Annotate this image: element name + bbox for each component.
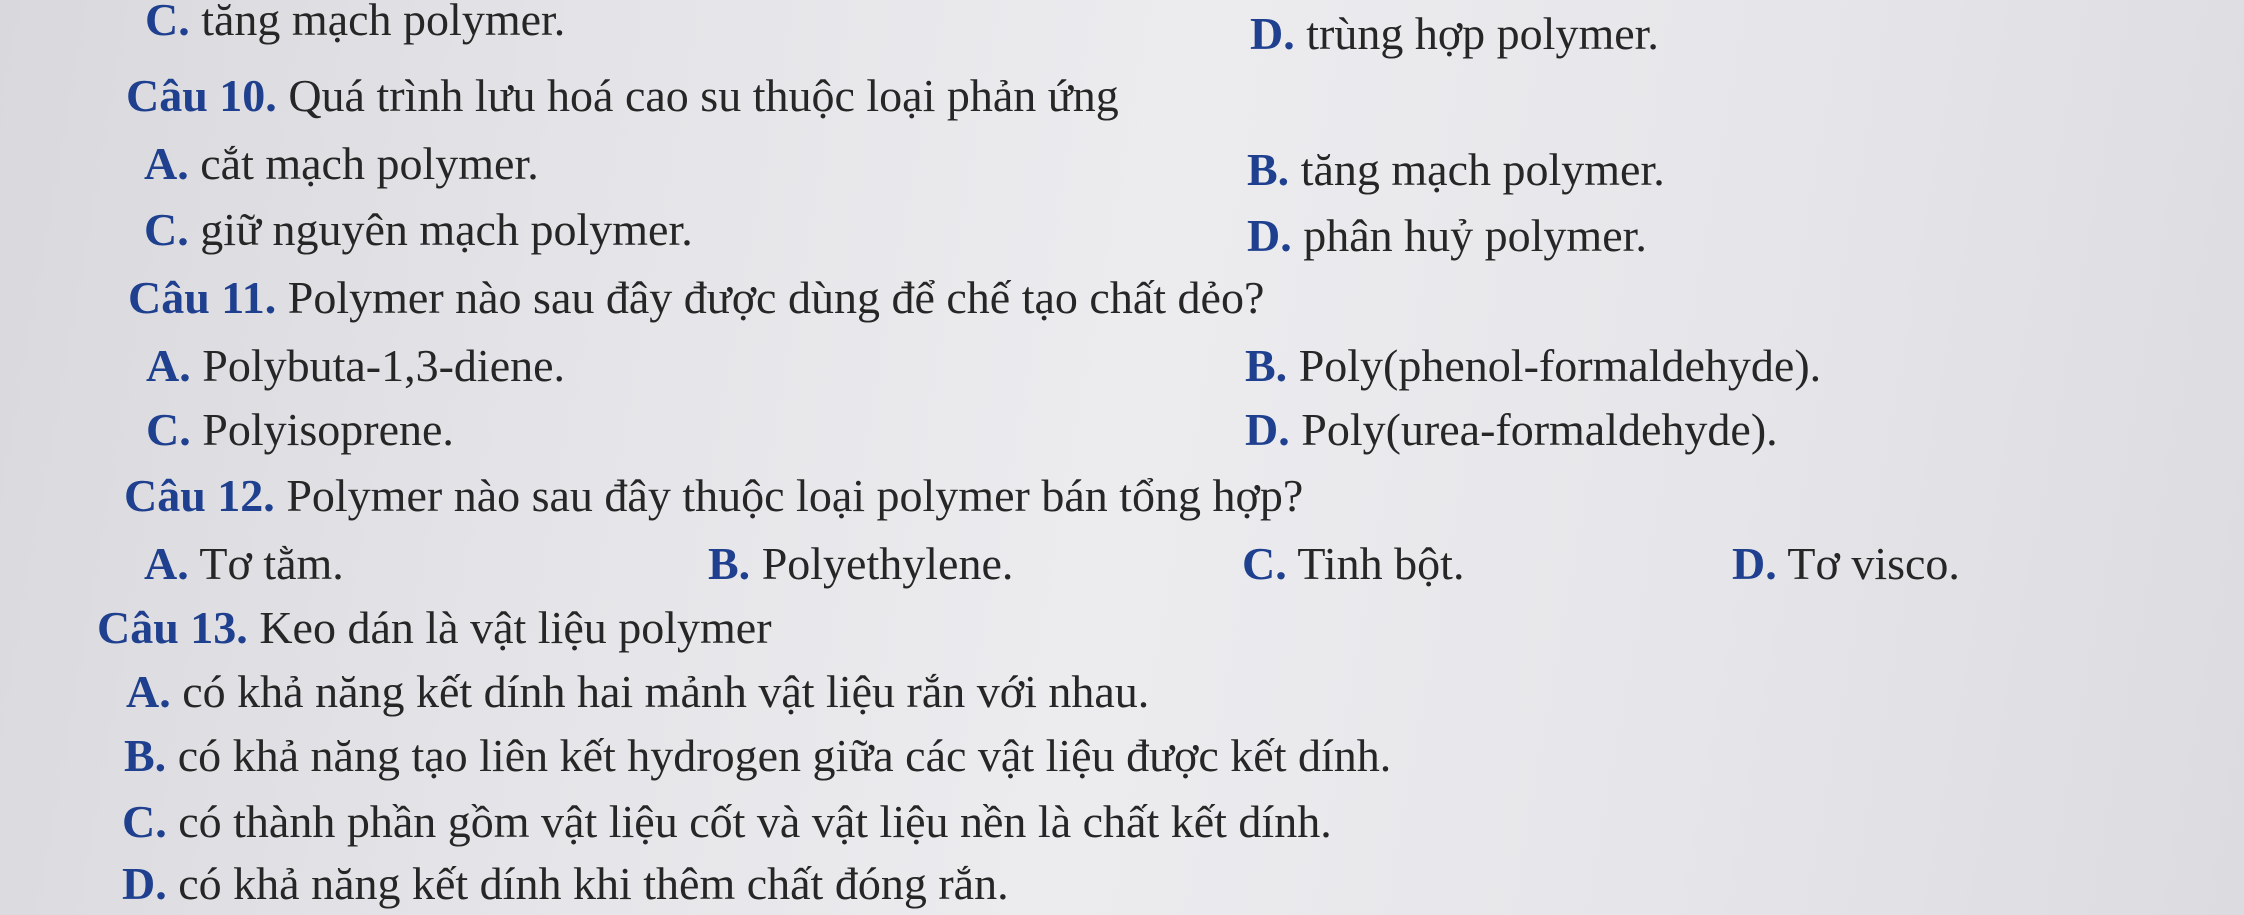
q10-option-a xyxy=(144,138,539,190)
option-letter: D. xyxy=(1247,210,1292,261)
option-text: cắt mạch polymer. xyxy=(200,138,539,189)
option-letter: B. xyxy=(708,538,751,589)
option-letter: B. xyxy=(1245,340,1288,391)
option-text: có khả năng kết dính khi thêm chất đóng rắn. xyxy=(178,858,1009,909)
option-text: phân huỷ polymer. xyxy=(1303,210,1647,261)
question-label: Câu 13. xyxy=(97,602,248,653)
q12-option-d xyxy=(1732,538,1960,590)
prev-option-d xyxy=(1250,8,1659,60)
option-letter: B. xyxy=(1247,144,1290,195)
question-13-stem xyxy=(97,602,772,654)
q11-option-a xyxy=(146,340,565,392)
prev-option-c xyxy=(145,0,565,46)
q10-option-c xyxy=(144,204,693,256)
q13-option-a xyxy=(126,666,1149,718)
q11-option-b xyxy=(1245,340,1821,392)
question-12-stem xyxy=(124,470,1303,522)
question-label: Câu 11. xyxy=(128,272,277,323)
option-text: tăng mạch polymer. xyxy=(201,0,566,45)
option-letter: A. xyxy=(144,138,189,189)
option-letter: C. xyxy=(1242,538,1287,589)
q12-option-a xyxy=(144,538,344,590)
q11-option-c xyxy=(146,404,454,456)
option-letter: C. xyxy=(146,404,191,455)
option-text: tăng mạch polymer. xyxy=(1300,144,1665,195)
option-letter: A. xyxy=(126,666,171,717)
option-letter: A. xyxy=(144,538,189,589)
question-stem: Keo dán là vật liệu polymer xyxy=(259,602,772,653)
question-label: Câu 10. xyxy=(126,70,277,121)
question-label: Câu 12. xyxy=(124,470,275,521)
option-letter: B. xyxy=(124,730,167,781)
option-text: Polybuta-1,3-diene. xyxy=(202,340,566,391)
option-text: Poly(phenol-formaldehyde). xyxy=(1298,340,1822,391)
option-letter: D. xyxy=(1250,8,1295,59)
q12-option-b xyxy=(708,538,1013,590)
option-text: có thành phần gồm vật liệu cốt và vật liệu nền là chất kết dính. xyxy=(178,796,1332,847)
question-stem: Quá trình lưu hoá cao su thuộc loại phản ứng xyxy=(288,70,1119,121)
question-11-stem xyxy=(128,272,1264,324)
q13-option-b xyxy=(124,730,1391,782)
q10-option-d xyxy=(1247,210,1647,262)
option-text: Poly(urea-formaldehyde). xyxy=(1301,404,1778,455)
option-text: Tơ tằm. xyxy=(199,538,344,589)
option-text: Tơ visco. xyxy=(1787,538,1960,589)
q11-option-d xyxy=(1245,404,1778,456)
q10-option-b xyxy=(1247,144,1665,196)
option-text: trùng hợp polymer. xyxy=(1306,8,1659,59)
option-letter: D. xyxy=(1732,538,1777,589)
option-text: Polyisoprene. xyxy=(202,404,454,455)
option-text: Polyethylene. xyxy=(761,538,1014,589)
option-text: Tinh bột. xyxy=(1297,538,1465,589)
option-letter: C. xyxy=(144,204,189,255)
q13-option-d xyxy=(122,858,1009,910)
option-letter: C. xyxy=(145,0,190,45)
option-text: giữ nguyên mạch polymer. xyxy=(200,204,693,255)
question-10-stem xyxy=(126,70,1119,122)
question-stem: Polymer nào sau đây thuộc loại polymer bán tổng hợp? xyxy=(286,470,1304,521)
q13-option-c xyxy=(122,796,1332,848)
option-letter: A. xyxy=(146,340,191,391)
q12-option-c xyxy=(1242,538,1464,590)
option-letter: D. xyxy=(122,858,167,909)
option-letter: C. xyxy=(122,796,167,847)
question-stem: Polymer nào sau đây được dùng để chế tạo chất dẻo? xyxy=(287,272,1265,323)
option-text: có khả năng kết dính hai mảnh vật liệu rắn với nhau. xyxy=(182,666,1150,717)
option-letter: D. xyxy=(1245,404,1290,455)
option-text: có khả năng tạo liên kết hydrogen giữa các vật liệu được kết dính. xyxy=(177,730,1392,781)
